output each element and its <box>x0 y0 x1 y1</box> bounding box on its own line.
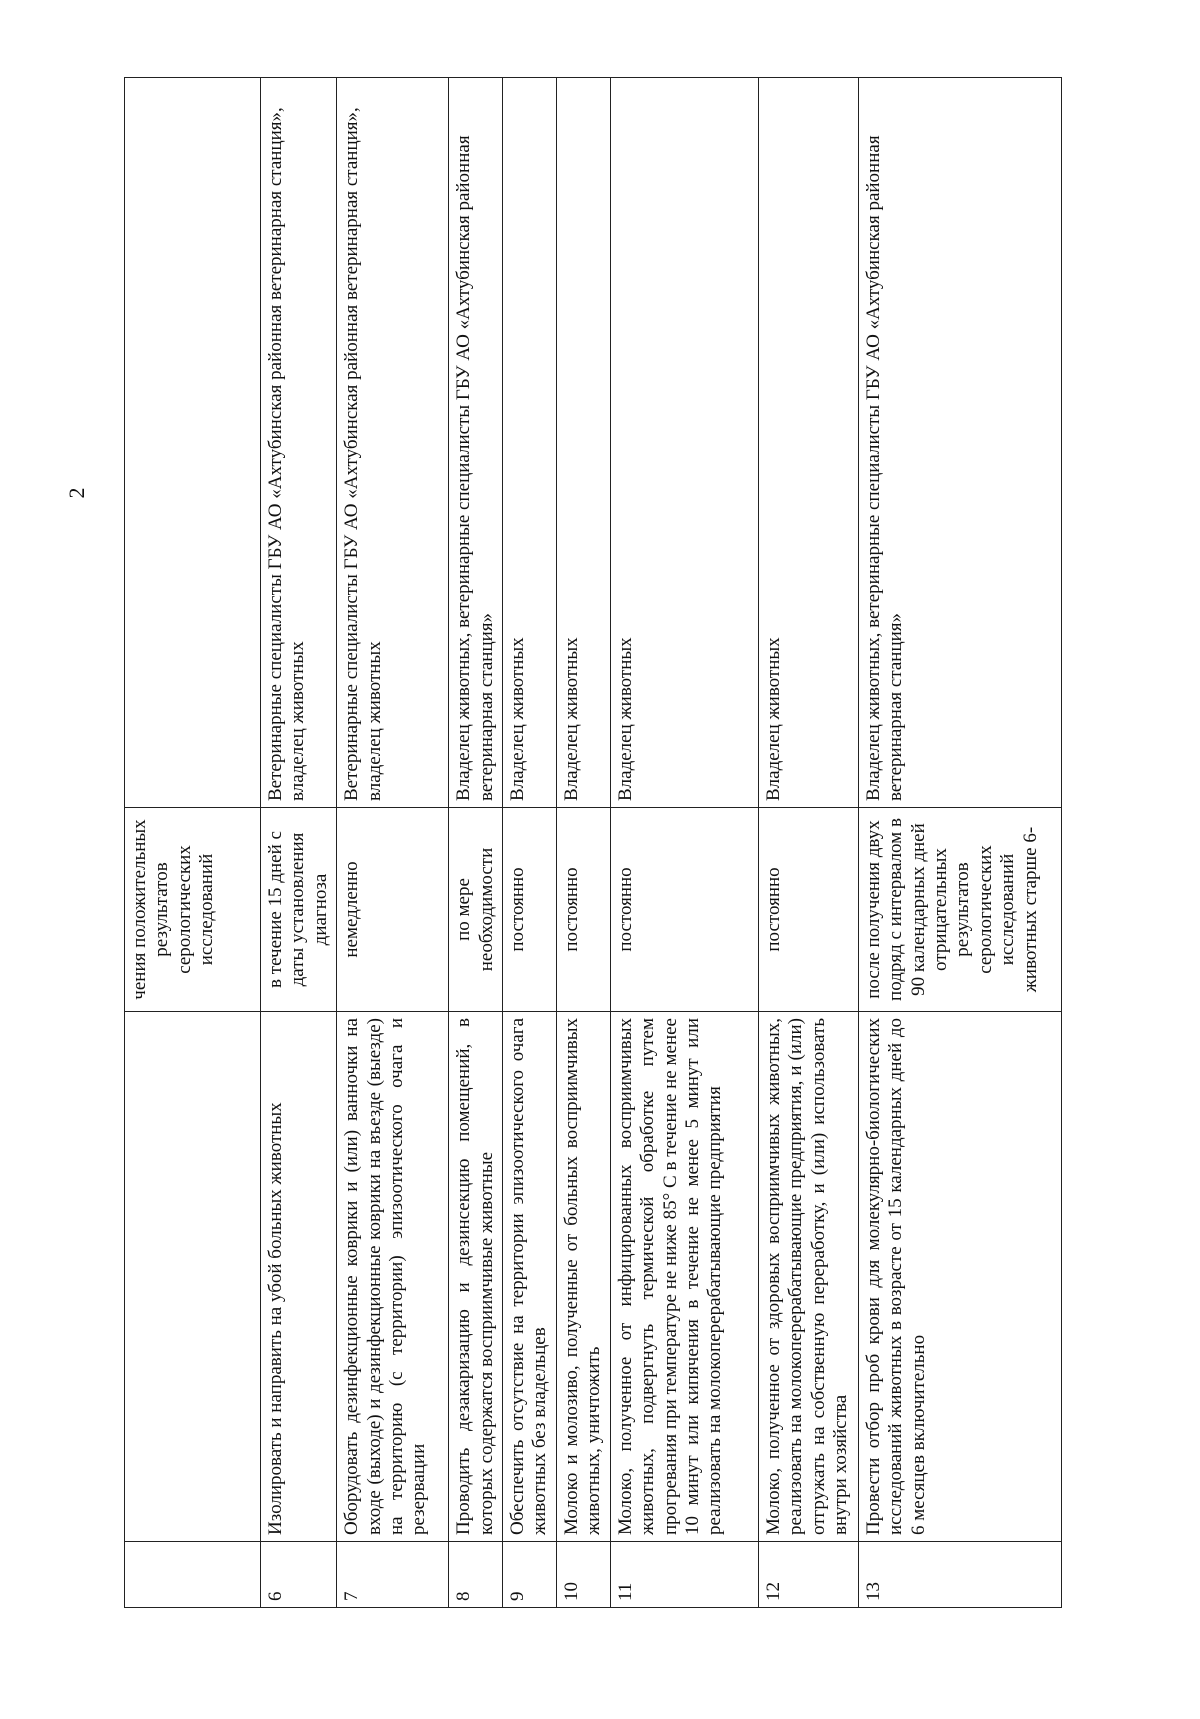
row-deadline: после получения двух подряд с интервалом в 90 календарных дней отрицательных результатов серологических исследований животных старше 6- <box>858 808 1061 1012</box>
row-responsible: Владелец животных, ветеринарные специалисты ГБУ АО «Ахтубинская районная ветеринарная станция» <box>858 78 1061 808</box>
row-deadline: постоянно <box>758 808 858 1012</box>
row-responsible: Владелец животных <box>610 78 758 808</box>
row-number: 12 <box>758 1542 858 1608</box>
table-row <box>449 78 503 1608</box>
row-number <box>125 1542 261 1608</box>
row-deadline: постоянно <box>610 808 758 1012</box>
row-action: Молоко и молозиво, полученные от больных восприимчивых животных, уничтожить <box>556 1012 610 1542</box>
row-deadline: постоянно <box>503 808 557 1012</box>
row-action: Изолировать и направить на убой больных животных <box>261 1012 337 1542</box>
row-number: 13 <box>858 1542 1061 1608</box>
row-action: Молоко, полученное от здоровых восприимчивых животных, реализовать на молокоперерабатывающие предприятия, и (или) отгружать на собственную переработку, и (или) использовать внутри хозяйства <box>758 1012 858 1542</box>
row-action: Обеспечить отсутствие на территории эпизоотического очага животных без владельцев <box>503 1012 557 1542</box>
row-action: Оборудовать дезинфекционные коврики и (или) ванночки на входе (выходе) и дезинфекционные коврики на въезде (выезде) на территорию (с территории) эпизоотического очага и резервации <box>337 1012 449 1542</box>
row-number: 6 <box>261 1542 337 1608</box>
table-row <box>556 78 610 1608</box>
row-deadline: в течение 15 дней с даты установления диагноза <box>261 808 337 1012</box>
row-number: 10 <box>556 1542 610 1608</box>
row-responsible: Владелец животных <box>556 78 610 808</box>
table-row <box>125 78 261 1608</box>
row-number: 8 <box>449 1542 503 1608</box>
measures-table <box>124 77 1062 1608</box>
table-row <box>503 78 557 1608</box>
row-responsible: Ветеринарные специалисты ГБУ АО «Ахтубинская районная ветеринарная станция», владелец животных <box>337 78 449 808</box>
table-row <box>858 78 1061 1608</box>
row-deadline: постоянно <box>556 808 610 1012</box>
table-row <box>610 78 758 1608</box>
row-number: 7 <box>337 1542 449 1608</box>
row-deadline: по мере необходимости <box>449 808 503 1012</box>
rotated-table-frame <box>124 78 1049 1608</box>
row-responsible <box>125 78 261 808</box>
row-action: Молоко, полученное от инфицированных восприимчивых животных, подвергнуть термической обработке путем прогревания при температуре не ниже 85° С в течение не менее 10 минут или кипячения в течение не менее 5 минут или реализовать на молокоперерабатывающие предприятия <box>610 1012 758 1542</box>
row-deadline: чения положительных результатов серологических исследований <box>125 808 261 1012</box>
row-action: Провести отбор проб крови для молекулярно-биологических исследований животных в возрасте от 15 календарных дней до 6 месяцев включительно <box>858 1012 1061 1542</box>
table-row <box>261 78 337 1608</box>
row-action <box>125 1012 261 1542</box>
row-responsible: Владелец животных, ветеринарные специалисты ГБУ АО «Ахтубинская районная ветеринарная станция» <box>449 78 503 808</box>
row-deadline: немедленно <box>337 808 449 1012</box>
row-responsible: Владелец животных <box>758 78 858 808</box>
table-row <box>337 78 449 1608</box>
table-row <box>758 78 858 1608</box>
row-number: 9 <box>503 1542 557 1608</box>
row-responsible: Владелец животных <box>503 78 557 808</box>
page-number: 2 <box>64 487 89 499</box>
row-action: Проводить дезакаризацию и дезинсекцию помещений, в которых содержатся восприимчивые животные <box>449 1012 503 1542</box>
row-number: 11 <box>610 1542 758 1608</box>
row-responsible: Ветеринарные специалисты ГБУ АО «Ахтубинская районная ветеринарная станция», владелец животных <box>261 78 337 808</box>
